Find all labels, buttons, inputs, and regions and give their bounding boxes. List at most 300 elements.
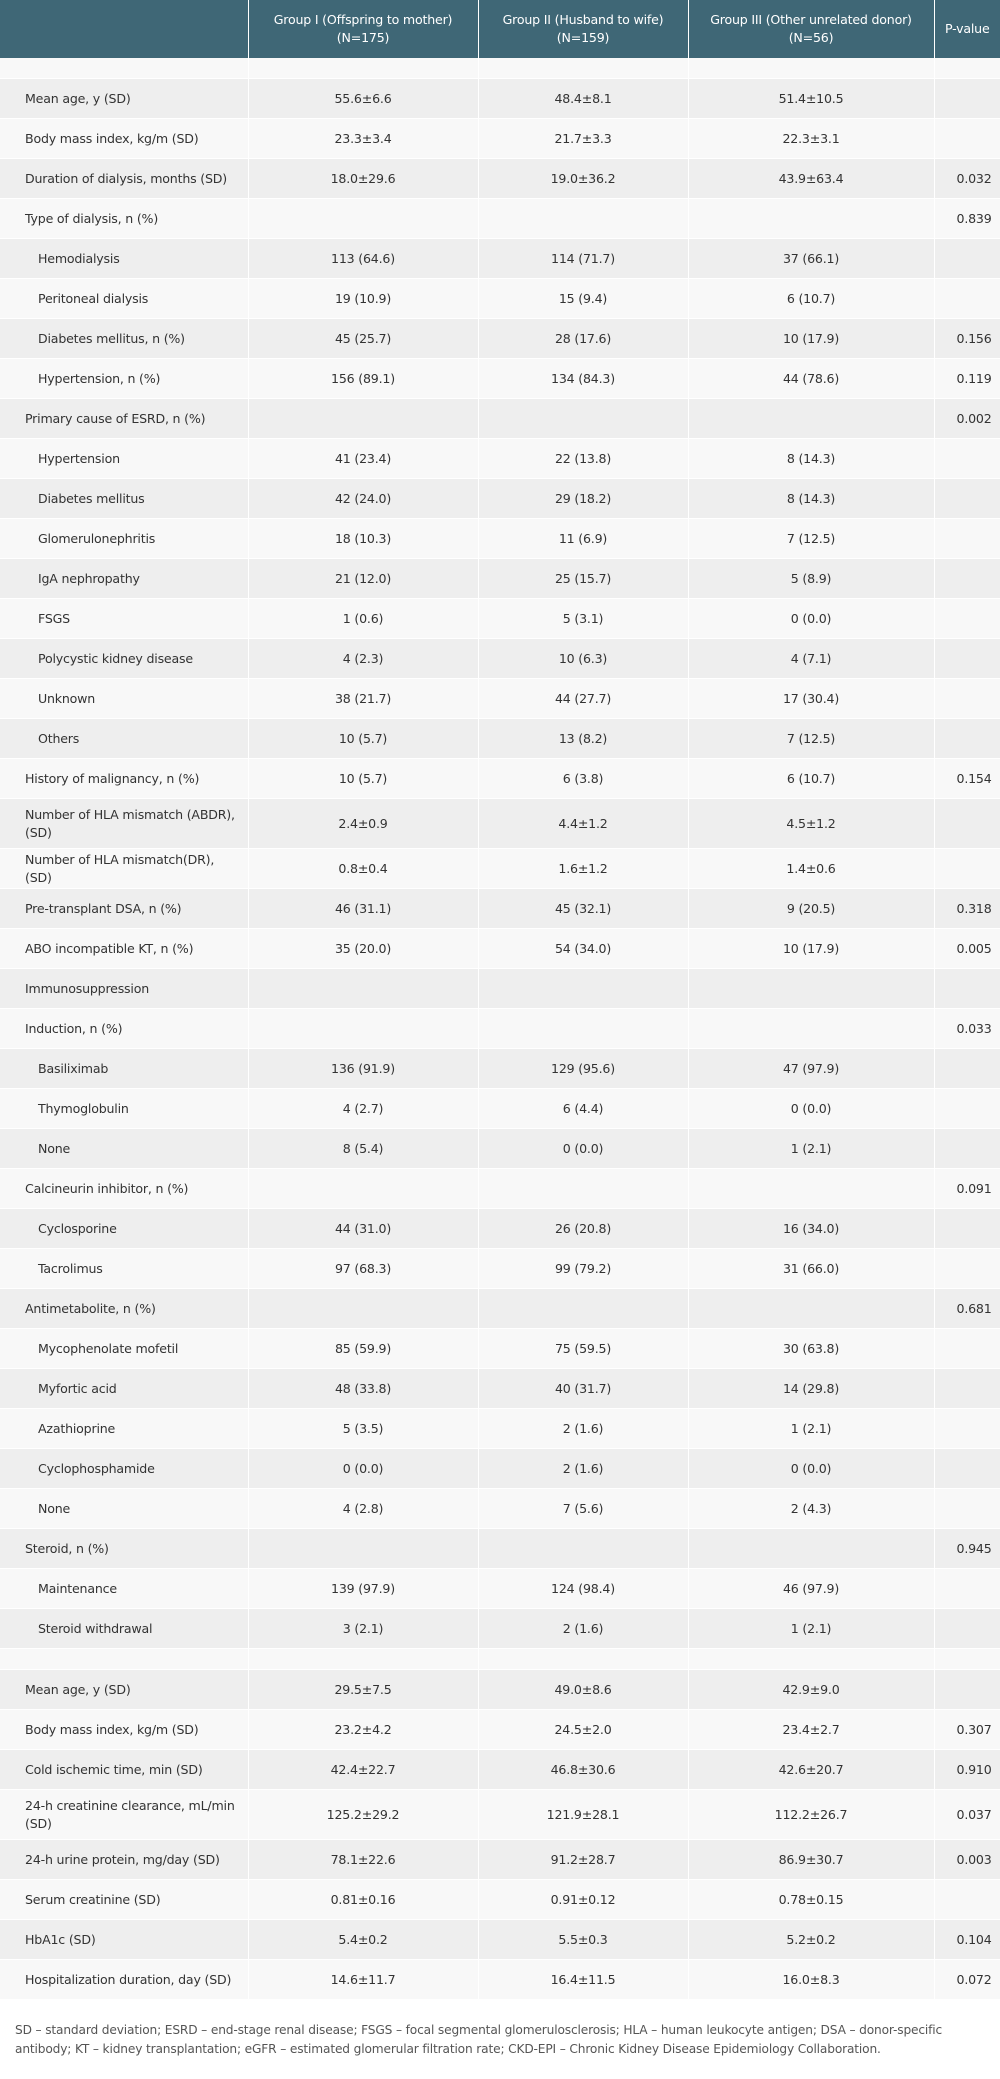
group-1-value-cell: 0.8±0.4 [248, 849, 478, 889]
header-cell-group-2: Group II (Husband to wife) (N=159) [478, 0, 688, 58]
group-2-value-cell: 6 (3.8) [478, 759, 688, 799]
group-3-value-cell: 42.6±20.7 [688, 1750, 934, 1790]
group-3-value-cell: 4 (7.1) [688, 639, 934, 679]
group-1-value-cell: 21 (12.0) [248, 559, 478, 599]
table-row [0, 279, 1000, 319]
row-label-cell: Hemodialysis [0, 239, 248, 279]
table-row [0, 1049, 1000, 1089]
p-value-cell [934, 799, 1000, 849]
group-3-value-cell: 42.9±9.0 [688, 1670, 934, 1710]
group-1-value-cell: 38 (21.7) [248, 679, 478, 719]
group-1-value-cell: 97 (68.3) [248, 1249, 478, 1289]
group-3-value-cell: 1 (2.1) [688, 1609, 934, 1649]
group-3-value-cell: 10 (17.9) [688, 929, 934, 969]
table-row [0, 479, 1000, 519]
group-2-value-cell [478, 1289, 688, 1329]
group-2-value-cell: 10 (6.3) [478, 639, 688, 679]
row-label-cell: Mycophenolate mofetil [0, 1329, 248, 1369]
group-2-value-cell: 11 (6.9) [478, 519, 688, 559]
p-value-cell: 0.037 [934, 1790, 1000, 1840]
group-1-value-cell: 19 (10.9) [248, 279, 478, 319]
group-2-value-cell [478, 199, 688, 239]
p-value-cell: 0.003 [934, 1840, 1000, 1880]
table-row [0, 359, 1000, 399]
table-row [0, 1609, 1000, 1649]
row-label-cell: Peritoneal dialysis [0, 279, 248, 319]
table-row [0, 1169, 1000, 1209]
group-3-value-cell: 46 (97.9) [688, 1569, 934, 1609]
group-3-value-cell: 8 (14.3) [688, 479, 934, 519]
group-2-value-cell: 6 (4.4) [478, 1089, 688, 1129]
p-value-cell: 0.072 [934, 1960, 1000, 2000]
group-3-value-cell [688, 199, 934, 239]
header-cell-label [0, 0, 248, 58]
table-row [0, 1129, 1000, 1169]
table-body [0, 58, 1000, 2000]
group-1-value-cell [248, 399, 478, 439]
group-1-value-cell: 0.81±0.16 [248, 1880, 478, 1920]
table-row [0, 1209, 1000, 1249]
row-label-cell: Duration of dialysis, months (SD) [0, 159, 248, 199]
row-label-cell: Serum creatinine (SD) [0, 1880, 248, 1920]
p-value-cell [934, 719, 1000, 759]
group-2-value-cell: 91.2±28.7 [478, 1840, 688, 1880]
group-1-value-cell [248, 1169, 478, 1209]
table-header [0, 0, 1000, 58]
group-1-value-cell: 10 (5.7) [248, 759, 478, 799]
table-row [0, 1009, 1000, 1049]
group-2-value-cell: 13 (8.2) [478, 719, 688, 759]
row-label-cell: History of malignancy, n (%) [0, 759, 248, 799]
row-label-cell: Immunosuppression [0, 969, 248, 1009]
group-3-value-cell [688, 1529, 934, 1569]
group-3-value-cell: 7 (12.5) [688, 519, 934, 559]
row-label-cell: ABO incompatible KT, n (%) [0, 929, 248, 969]
group-3-value-cell: 1 (2.1) [688, 1409, 934, 1449]
p-value-cell [934, 1649, 1000, 1670]
row-label-cell: Calcineurin inhibitor, n (%) [0, 1169, 248, 1209]
table-row [0, 1329, 1000, 1369]
row-label-cell: Antimetabolite, n (%) [0, 1289, 248, 1329]
group-1-value-cell: 113 (64.6) [248, 239, 478, 279]
p-value-cell [934, 1129, 1000, 1169]
table-row [0, 1369, 1000, 1409]
row-label-cell: Hypertension [0, 439, 248, 479]
group-3-value-cell: 8 (14.3) [688, 439, 934, 479]
row-label-cell: Induction, n (%) [0, 1009, 248, 1049]
group-2-value-cell: 16.4±11.5 [478, 1960, 688, 2000]
group-3-value-cell: 22.3±3.1 [688, 119, 934, 159]
p-value-cell [934, 1880, 1000, 1920]
p-value-cell [934, 849, 1000, 889]
group-3-value-cell: 1 (2.1) [688, 1129, 934, 1169]
p-value-cell [934, 239, 1000, 279]
table-row [0, 679, 1000, 719]
group-3-value-cell: 86.9±30.7 [688, 1840, 934, 1880]
group-1-value-cell [248, 1289, 478, 1329]
group-1-value-cell: 2.4±0.9 [248, 799, 478, 849]
p-value-cell [934, 639, 1000, 679]
group-3-value-cell [688, 969, 934, 1009]
table-row [0, 1449, 1000, 1489]
group-2-value-cell: 15 (9.4) [478, 279, 688, 319]
table-row [0, 1790, 1000, 1840]
group-1-value-cell: 42.4±22.7 [248, 1750, 478, 1790]
group-1-value-cell: 0 (0.0) [248, 1449, 478, 1489]
row-label-cell: Azathioprine [0, 1409, 248, 1449]
row-label-cell: Steroid, n (%) [0, 1529, 248, 1569]
group-2-value-cell: 40 (31.7) [478, 1369, 688, 1409]
row-label-cell: Hypertension, n (%) [0, 359, 248, 399]
table-row [0, 1289, 1000, 1329]
group-1-value-cell: 14.6±11.7 [248, 1960, 478, 2000]
group-2-value-cell: 49.0±8.6 [478, 1670, 688, 1710]
p-value-cell [934, 969, 1000, 1009]
group-3-value-cell: 6 (10.7) [688, 759, 934, 799]
group-3-value-cell: 30 (63.8) [688, 1329, 934, 1369]
row-label-cell: Unknown [0, 679, 248, 719]
row-label-cell [0, 1649, 248, 1670]
group-1-value-cell: 44 (31.0) [248, 1209, 478, 1249]
group-2-value-cell: 48.4±8.1 [478, 79, 688, 119]
group-3-value-cell: 51.4±10.5 [688, 79, 934, 119]
table-row [0, 799, 1000, 849]
group-1-value-cell: 23.2±4.2 [248, 1710, 478, 1750]
group-3-value-cell: 23.4±2.7 [688, 1710, 934, 1750]
group-1-value-cell: 55.6±6.6 [248, 79, 478, 119]
p-value-cell [934, 119, 1000, 159]
group-2-value-cell: 1.6±1.2 [478, 849, 688, 889]
group-1-value-cell [248, 1529, 478, 1569]
group-1-value-cell [248, 1009, 478, 1049]
p-value-cell: 0.002 [934, 399, 1000, 439]
row-label-cell: Mean age, y (SD) [0, 79, 248, 119]
group-3-value-cell: 5 (8.9) [688, 559, 934, 599]
p-value-cell: 0.839 [934, 199, 1000, 239]
group-2-value-cell: 121.9±28.1 [478, 1790, 688, 1840]
group-3-value-cell: 0.78±0.15 [688, 1880, 934, 1920]
table-row [0, 1409, 1000, 1449]
row-label-cell: Cyclophosphamide [0, 1449, 248, 1489]
row-label-cell: None [0, 1489, 248, 1529]
group-1-value-cell: 5 (3.5) [248, 1409, 478, 1449]
p-value-cell [934, 1449, 1000, 1489]
row-label-cell: Cold ischemic time, min (SD) [0, 1750, 248, 1790]
group-2-value-cell: 124 (98.4) [478, 1569, 688, 1609]
group-2-value-cell: 5.5±0.3 [478, 1920, 688, 1960]
group-1-value-cell: 45 (25.7) [248, 319, 478, 359]
table-row [0, 159, 1000, 199]
row-label-cell: Cyclosporine [0, 1209, 248, 1249]
row-label-cell: Diabetes mellitus, n (%) [0, 319, 248, 359]
p-value-cell: 0.910 [934, 1750, 1000, 1790]
table-row [0, 399, 1000, 439]
p-value-cell: 0.307 [934, 1710, 1000, 1750]
p-value-cell [934, 1409, 1000, 1449]
p-value-cell: 0.033 [934, 1009, 1000, 1049]
group-2-value-cell [478, 399, 688, 439]
row-label-cell: Polycystic kidney disease [0, 639, 248, 679]
p-value-cell: 0.318 [934, 889, 1000, 929]
p-value-cell [934, 1089, 1000, 1129]
group-1-value-cell [248, 199, 478, 239]
group-2-value-cell: 0.91±0.12 [478, 1880, 688, 1920]
row-label-cell: Primary cause of ESRD, n (%) [0, 399, 248, 439]
p-value-cell [934, 559, 1000, 599]
group-3-value-cell [688, 1649, 934, 1670]
p-value-cell: 0.154 [934, 759, 1000, 799]
p-value-cell [934, 439, 1000, 479]
group-1-value-cell: 136 (91.9) [248, 1049, 478, 1089]
row-label-cell: Others [0, 719, 248, 759]
group-2-value-cell: 2 (1.6) [478, 1609, 688, 1649]
p-value-cell [934, 479, 1000, 519]
row-label-cell: Steroid withdrawal [0, 1609, 248, 1649]
group-2-value-cell: 26 (20.8) [478, 1209, 688, 1249]
row-label-cell: Glomerulonephritis [0, 519, 248, 559]
group-1-value-cell: 78.1±22.6 [248, 1840, 478, 1880]
group-2-value-cell [478, 1649, 688, 1670]
p-value-cell: 0.005 [934, 929, 1000, 969]
group-2-value-cell: 24.5±2.0 [478, 1710, 688, 1750]
group-3-value-cell: 44 (78.6) [688, 359, 934, 399]
p-value-cell: 0.681 [934, 1289, 1000, 1329]
p-value-cell: 0.945 [934, 1529, 1000, 1569]
row-label-cell: 24-h creatinine clearance, mL/min (SD) [0, 1790, 248, 1840]
table-row [0, 599, 1000, 639]
group-1-value-cell: 18.0±29.6 [248, 159, 478, 199]
group-2-value-cell: 5 (3.1) [478, 599, 688, 639]
table-row [0, 929, 1000, 969]
table-row [0, 79, 1000, 119]
group-1-value-cell: 125.2±29.2 [248, 1790, 478, 1840]
row-label-cell: Mean age, y (SD) [0, 1670, 248, 1710]
p-value-cell [934, 519, 1000, 559]
header-row [0, 0, 1000, 58]
table-row [0, 559, 1000, 599]
p-value-cell [934, 1049, 1000, 1089]
group-3-value-cell: 0 (0.0) [688, 1089, 934, 1129]
group-2-value-cell: 54 (34.0) [478, 929, 688, 969]
group-3-value-cell [688, 1009, 934, 1049]
p-value-cell [934, 1489, 1000, 1529]
group-2-value-cell: 22 (13.8) [478, 439, 688, 479]
row-label-cell: 24-h urine protein, mg/day (SD) [0, 1840, 248, 1880]
group-2-value-cell: 129 (95.6) [478, 1049, 688, 1089]
header-cell-p-value: P-value [934, 0, 1000, 58]
group-1-value-cell [248, 58, 478, 79]
table-row [0, 319, 1000, 359]
table-row [0, 1489, 1000, 1529]
group-3-value-cell: 4.5±1.2 [688, 799, 934, 849]
group-3-value-cell: 6 (10.7) [688, 279, 934, 319]
table-row [0, 1670, 1000, 1710]
group-2-value-cell: 29 (18.2) [478, 479, 688, 519]
group-3-value-cell: 43.9±63.4 [688, 159, 934, 199]
group-3-value-cell: 14 (29.8) [688, 1369, 934, 1409]
group-3-value-cell: 10 (17.9) [688, 319, 934, 359]
group-3-value-cell: 0 (0.0) [688, 1449, 934, 1489]
row-label-cell: Basiliximab [0, 1049, 248, 1089]
row-label-cell: Tacrolimus [0, 1249, 248, 1289]
table-row [0, 1840, 1000, 1880]
group-2-value-cell [478, 1529, 688, 1569]
table-row [0, 1710, 1000, 1750]
group-1-value-cell: 139 (97.9) [248, 1569, 478, 1609]
group-1-value-cell: 23.3±3.4 [248, 119, 478, 159]
table-row [0, 889, 1000, 929]
group-1-value-cell: 29.5±7.5 [248, 1670, 478, 1710]
group-2-value-cell: 45 (32.1) [478, 889, 688, 929]
table-row [0, 639, 1000, 679]
group-3-value-cell: 16 (34.0) [688, 1209, 934, 1249]
group-1-value-cell: 10 (5.7) [248, 719, 478, 759]
group-2-value-cell: 2 (1.6) [478, 1449, 688, 1489]
group-1-value-cell: 4 (2.7) [248, 1089, 478, 1129]
table-row [0, 1089, 1000, 1129]
header-cell-group-3: Group III (Other unrelated donor) (N=56) [688, 0, 934, 58]
group-2-value-cell: 28 (17.6) [478, 319, 688, 359]
group-2-value-cell [478, 969, 688, 1009]
p-value-cell [934, 599, 1000, 639]
group-3-value-cell: 16.0±8.3 [688, 1960, 934, 2000]
table-row [0, 1569, 1000, 1609]
group-2-value-cell: 4.4±1.2 [478, 799, 688, 849]
group-3-value-cell [688, 1169, 934, 1209]
row-label-cell: Hospitalization duration, day (SD) [0, 1960, 248, 2000]
table-row [0, 439, 1000, 479]
p-value-cell [934, 1569, 1000, 1609]
p-value-cell [934, 1329, 1000, 1369]
group-2-value-cell: 99 (79.2) [478, 1249, 688, 1289]
group-1-value-cell: 42 (24.0) [248, 479, 478, 519]
group-3-value-cell: 1.4±0.6 [688, 849, 934, 889]
row-label-cell [0, 58, 248, 79]
group-3-value-cell: 112.2±26.7 [688, 1790, 934, 1840]
group-1-value-cell [248, 1649, 478, 1670]
group-3-value-cell: 0 (0.0) [688, 599, 934, 639]
row-label-cell: Type of dialysis, n (%) [0, 199, 248, 239]
table-row [0, 1249, 1000, 1289]
group-3-value-cell: 2 (4.3) [688, 1489, 934, 1529]
group-3-value-cell: 17 (30.4) [688, 679, 934, 719]
p-value-cell [934, 1609, 1000, 1649]
p-value-cell: 0.091 [934, 1169, 1000, 1209]
group-3-value-cell: 7 (12.5) [688, 719, 934, 759]
group-1-value-cell: 1 (0.6) [248, 599, 478, 639]
table-row [0, 1750, 1000, 1790]
p-value-cell [934, 679, 1000, 719]
p-value-cell [934, 79, 1000, 119]
group-2-value-cell: 75 (59.5) [478, 1329, 688, 1369]
row-label-cell: Myfortic acid [0, 1369, 248, 1409]
table-row [0, 119, 1000, 159]
group-2-value-cell: 114 (71.7) [478, 239, 688, 279]
table-row [0, 199, 1000, 239]
p-value-cell [934, 1209, 1000, 1249]
table-row [0, 759, 1000, 799]
table-row [0, 969, 1000, 1009]
row-label-cell: Maintenance [0, 1569, 248, 1609]
group-2-value-cell: 25 (15.7) [478, 559, 688, 599]
group-1-value-cell: 85 (59.9) [248, 1329, 478, 1369]
row-label-cell: None [0, 1129, 248, 1169]
p-value-cell [934, 1670, 1000, 1710]
group-1-value-cell: 4 (2.3) [248, 639, 478, 679]
p-value-cell: 0.104 [934, 1920, 1000, 1960]
p-value-cell [934, 1369, 1000, 1409]
row-label-cell: Body mass index, kg/m (SD) [0, 1710, 248, 1750]
group-1-value-cell: 35 (20.0) [248, 929, 478, 969]
group-1-value-cell: 5.4±0.2 [248, 1920, 478, 1960]
table-row [0, 1529, 1000, 1569]
group-2-value-cell: 134 (84.3) [478, 359, 688, 399]
table-spacer-row [0, 58, 1000, 79]
group-2-value-cell: 0 (0.0) [478, 1129, 688, 1169]
p-value-cell [934, 58, 1000, 79]
group-2-value-cell: 19.0±36.2 [478, 159, 688, 199]
row-label-cell: Thymoglobulin [0, 1089, 248, 1129]
group-2-value-cell [478, 58, 688, 79]
group-2-value-cell: 46.8±30.6 [478, 1750, 688, 1790]
table-row [0, 519, 1000, 559]
group-2-value-cell: 21.7±3.3 [478, 119, 688, 159]
group-2-value-cell: 2 (1.6) [478, 1409, 688, 1449]
table-footnote: SD – standard deviation; ESRD – end-stage renal disease; FSGS – focal segmental glomerulosclerosis; HLA – human leukocyte antigen; DSA – donor-specific antibody; KT – kidney transplantation; eGFR – estimated glomerular filtration rate; CKD-EPI – Chronic Kidney Disease Epidemiology Collaboration. [15, 2023, 943, 2056]
group-2-value-cell [478, 1169, 688, 1209]
group-3-value-cell: 9 (20.5) [688, 889, 934, 929]
row-label-cell: IgA nephropathy [0, 559, 248, 599]
row-label-cell: Diabetes mellitus [0, 479, 248, 519]
group-3-value-cell: 31 (66.0) [688, 1249, 934, 1289]
group-1-value-cell: 48 (33.8) [248, 1369, 478, 1409]
row-label-cell: Body mass index, kg/m (SD) [0, 119, 248, 159]
table-row [0, 1960, 1000, 2000]
table-row [0, 1920, 1000, 1960]
group-1-value-cell: 4 (2.8) [248, 1489, 478, 1529]
group-3-value-cell [688, 1289, 934, 1329]
group-3-value-cell: 37 (66.1) [688, 239, 934, 279]
table-row [0, 719, 1000, 759]
p-value-cell [934, 1249, 1000, 1289]
group-1-value-cell: 46 (31.1) [248, 889, 478, 929]
row-label-cell: FSGS [0, 599, 248, 639]
table-row [0, 239, 1000, 279]
group-2-value-cell [478, 1009, 688, 1049]
p-value-cell: 0.119 [934, 359, 1000, 399]
p-value-cell [934, 279, 1000, 319]
p-value-cell: 0.032 [934, 159, 1000, 199]
row-label-cell: HbA1c (SD) [0, 1920, 248, 1960]
group-1-value-cell: 41 (23.4) [248, 439, 478, 479]
p-value-cell: 0.156 [934, 319, 1000, 359]
group-3-value-cell [688, 399, 934, 439]
group-1-value-cell: 156 (89.1) [248, 359, 478, 399]
row-label-cell: Number of HLA mismatch(DR), (SD) [0, 849, 248, 889]
group-2-value-cell: 44 (27.7) [478, 679, 688, 719]
header-cell-group-1: Group I (Offspring to mother) (N=175) [248, 0, 478, 58]
group-1-value-cell: 18 (10.3) [248, 519, 478, 559]
group-1-value-cell [248, 969, 478, 1009]
table-row [0, 1880, 1000, 1920]
group-2-value-cell: 7 (5.6) [478, 1489, 688, 1529]
group-3-value-cell: 5.2±0.2 [688, 1920, 934, 1960]
table-row [0, 849, 1000, 889]
group-1-value-cell: 8 (5.4) [248, 1129, 478, 1169]
row-label-cell: Pre-transplant DSA, n (%) [0, 889, 248, 929]
group-3-value-cell: 47 (97.9) [688, 1049, 934, 1089]
group-3-value-cell [688, 58, 934, 79]
